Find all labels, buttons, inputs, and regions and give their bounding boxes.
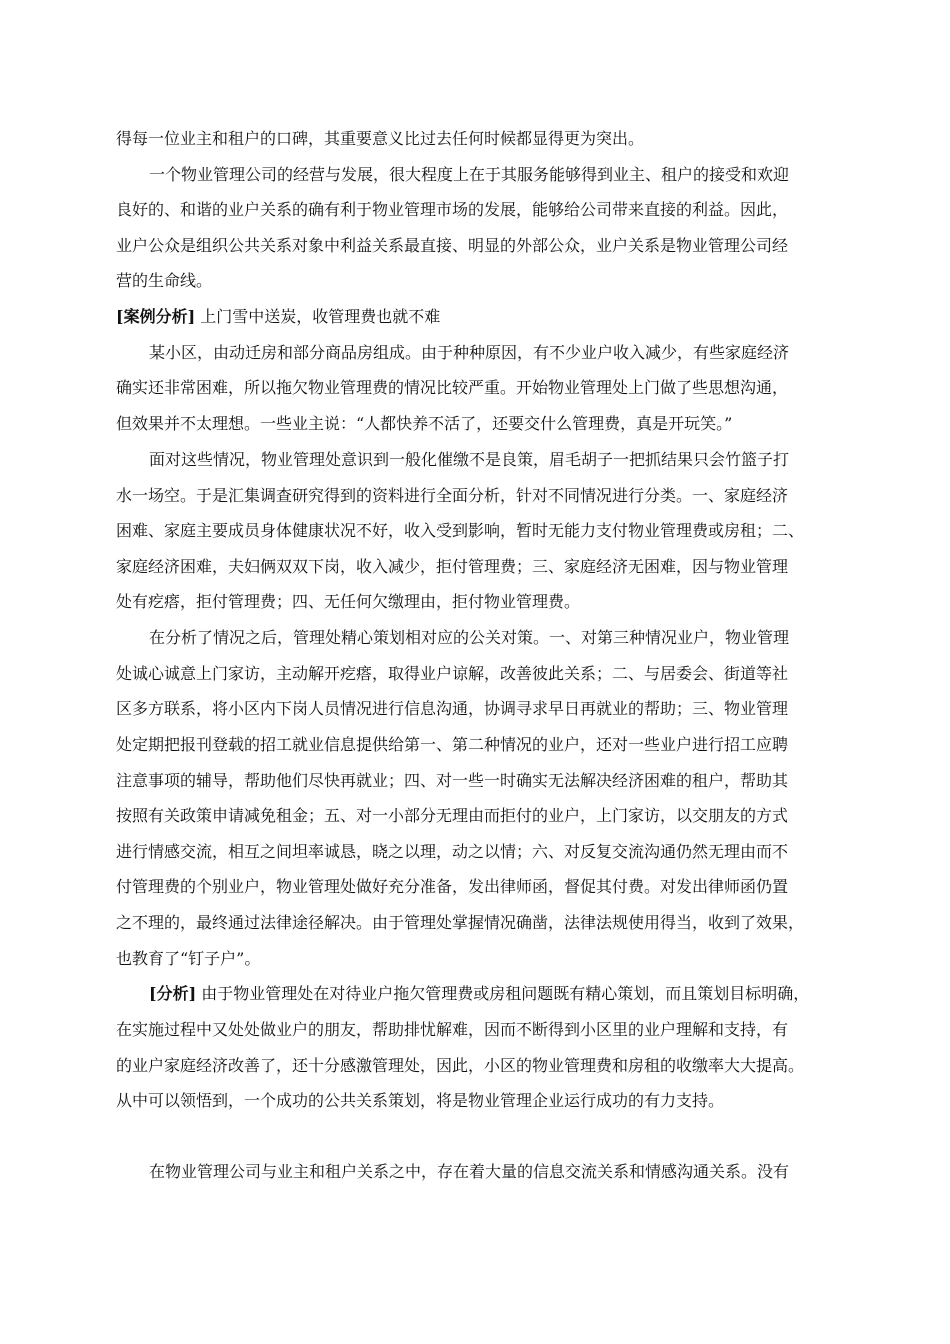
paragraph-line: 良好的、和谐的业户关系的确有利于物业管理市场的发展，能够给公司带来直接的利益。因此， xyxy=(116,200,789,219)
paragraph-line: 处诚心诚意上门家访，主动解开疙瘩，取得业户谅解，改善彼此关系；二、与居委会、街道等社 xyxy=(116,664,789,683)
paragraph-line: 但效果并不太理想。一些业主说：“人都快养不活了，还要交什么管理费，真是开玩笑。” xyxy=(116,414,733,433)
paragraph-line: 按照有关政策申请减免租金；五、对一小部分无理由而拒付的业户，上门家访，以交朋友的方式 xyxy=(116,806,789,825)
paragraph-line: 在实施过程中又处处做业户的朋友，帮助排忧解难，因而不断得到小区里的业户理解和支持，有 xyxy=(116,1020,789,1039)
paragraph-line: 营的生命线。 xyxy=(116,271,213,290)
paragraph-line: 确实还非常困难，所以拖欠物业管理费的情况比较严重。开始物业管理处上门做了些思想沟通， xyxy=(116,378,789,397)
paragraph-line: 业户公众是组织公共关系对象中利益关系最直接、明显的外部公众，业户关系是物业管理公司经 xyxy=(116,236,789,255)
paragraph-line: 面对这些情况，物业管理处意识到一般化催缴不是良策，眉毛胡子一把抓结果只会竹篮子打 xyxy=(149,450,790,469)
case-title: 上门雪中送炭，收管理费也就不难 xyxy=(200,307,441,326)
paragraph-line: 付管理费的个别业户，物业管理处做好充分准备，发出律师函，督促其付费。对发出律师函仍置 xyxy=(116,877,789,896)
paragraph-line: 在物业管理公司与业主和租户关系之中，存在着大量的信息交流关系和情感沟通关系。没有 xyxy=(149,1162,790,1181)
paragraph-line: 一个物业管理公司的经营与发展，很大程度上在于其服务能够得到业主、租户的接受和欢迎 xyxy=(149,165,790,184)
case-label: [案例分析] xyxy=(116,307,196,326)
paragraph-line: 处定期把报刊登载的招工就业信息提供给第一、第二种情况的业户，还对一些业户进行招工应聘 xyxy=(116,735,789,754)
case-heading xyxy=(116,307,440,327)
paragraph-line: 水一场空。于是汇集调查研究得到的资料进行全面分析，针对不同情况进行分类。一、家庭经济 xyxy=(116,486,789,505)
paragraph-line: 从中可以领悟到，一个成功的公共关系策划，将是物业管理企业运行成功的有力支持。 xyxy=(116,1091,725,1110)
paragraph-line: 的业户家庭经济改善了，还十分感激管理处，因此，小区的物业管理费和房租的收缴率大大提高。 xyxy=(116,1056,805,1075)
paragraph-line: 区多方联系，将小区内下岗人员情况进行信息沟通，协调寻求早日再就业的帮助；三、物业管理 xyxy=(116,699,789,718)
analysis-label: [分析] xyxy=(149,984,197,1003)
paragraph-line: 注意事项的辅导，帮助他们尽快再就业；四、对一些一时确实无法解决经济困难的租户，帮助其 xyxy=(116,771,789,790)
paragraph-line: 也教育了“钉子户”。 xyxy=(116,949,261,968)
paragraph-line: 家庭经济困难，夫妇俩双双下岗，收入减少，拒付管理费；三、家庭经济无困难，因与物业管理 xyxy=(116,557,789,576)
analysis-first-line: 由于物业管理处在对待业户拖欠管理费或房租问题既有精心策划，而且策划目标明确， xyxy=(201,984,810,1003)
paragraph-line: 困难、家庭主要成员身体健康状况不好，收入受到影响，暂时无能力支付物业管理费或房租；二、 xyxy=(116,521,805,540)
paragraph-line: 之不理的，最终通过法律途径解决。由于管理处掌握情况确凿，法律法规使用得当，收到了效果， xyxy=(116,913,805,932)
paragraph-line: 某小区，由动迁房和部分商品房组成。由于种种原因，有不少业户收入减少，有些家庭经济 xyxy=(149,343,790,362)
analysis-heading xyxy=(149,984,809,1004)
paragraph-line: 在分析了情况之后，管理处精心策划相对应的公关对策。一、对第三种情况业户，物业管理 xyxy=(149,628,790,647)
paragraph-line: 得每一位业主和租户的口碑，其重要意义比过去任何时候都显得更为突出。 xyxy=(116,129,645,148)
paragraph-line: 处有疙瘩，拒付管理费；四、无任何欠缴理由，拒付物业管理费。 xyxy=(116,592,581,611)
paragraph-line: 进行情感交流，相互之间坦率诚恳，晓之以理，动之以情；六、对反复交流沟通仍然无理由而不 xyxy=(116,842,789,861)
